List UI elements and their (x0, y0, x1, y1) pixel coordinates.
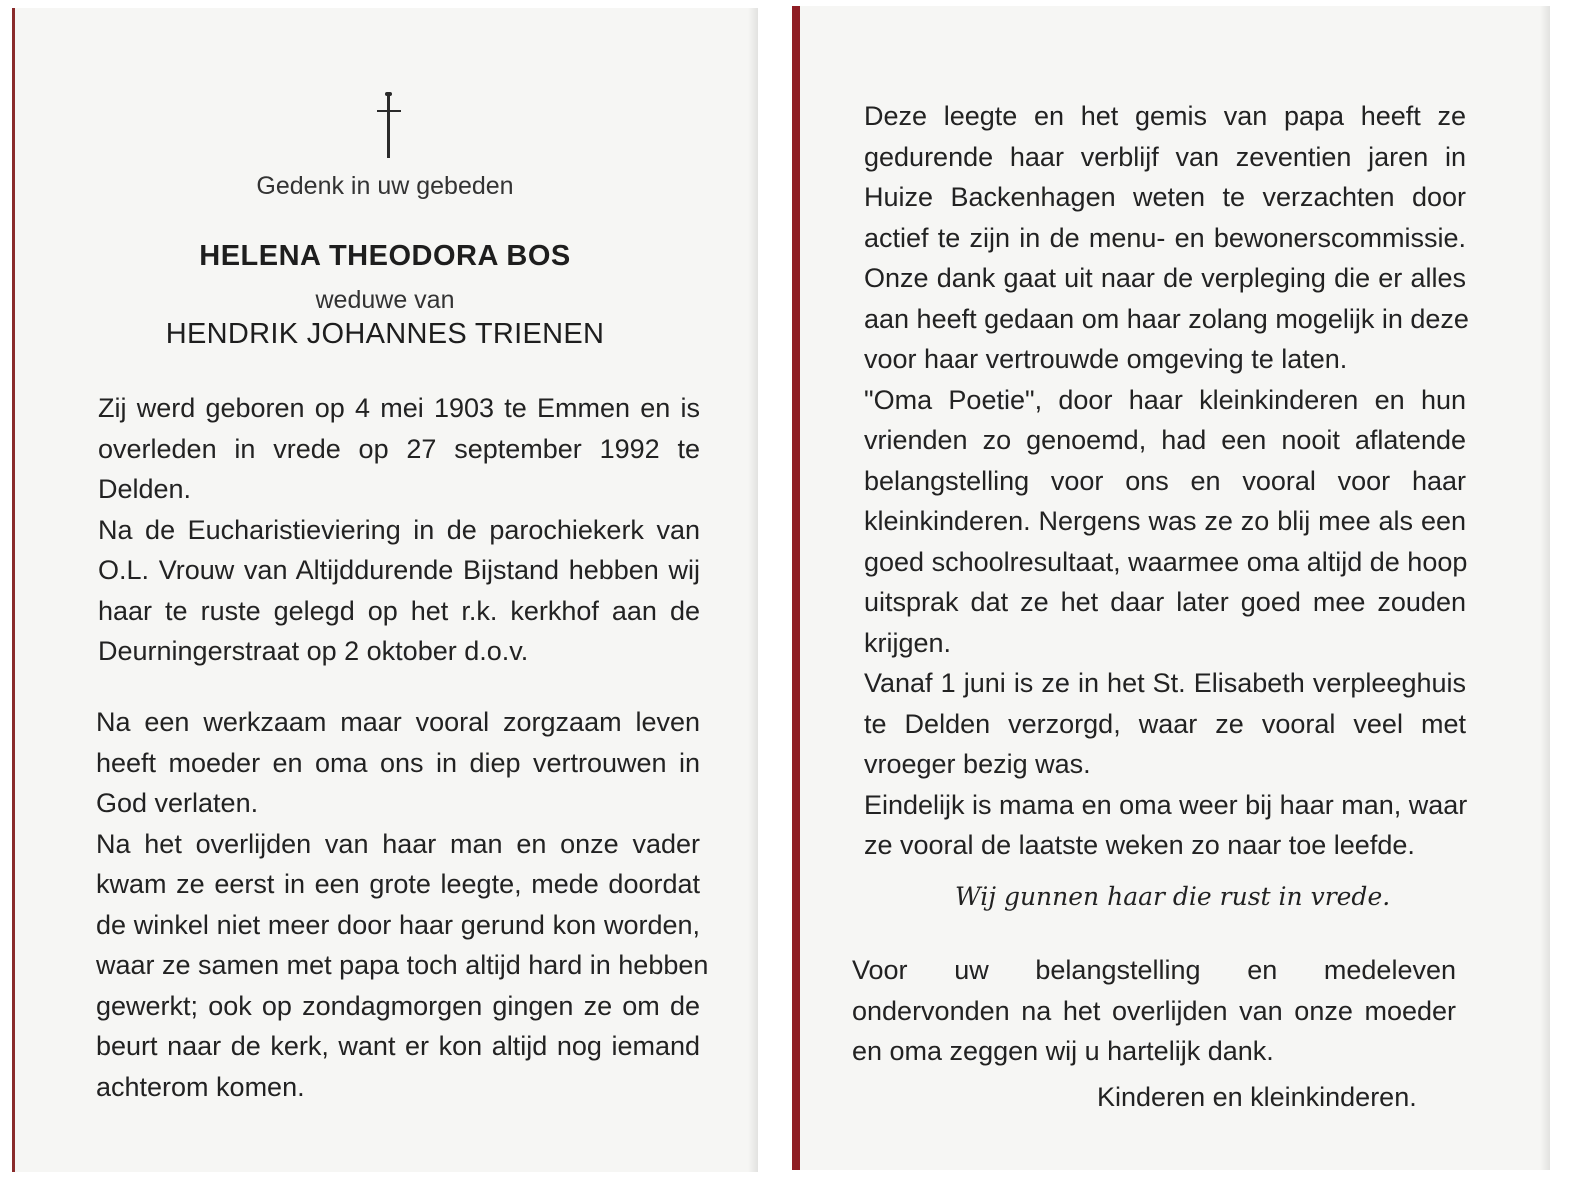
text-line: gewerkt; ook op zondagmorgen gingen ze om de (96, 990, 700, 1021)
text-line: Zij werd geboren op 4 mei 1903 te Emmen en is (98, 393, 700, 423)
text-line: haar te ruste gelegd op het r.k. kerkhof aan de (98, 595, 700, 626)
widow-of-label: weduwe van (315, 286, 455, 314)
text-line: waar ze samen met papa toch altijd hard in hebben (96, 950, 709, 980)
card-edge-shadow (1540, 6, 1550, 1170)
husband-name: HENDRIK JOHANNES TRIENEN (165, 318, 605, 350)
text-line: Deurningerstraat op 2 oktober d.o.v. (98, 636, 529, 666)
text-line: en oma zeggen wij u hartelijk dank. (852, 1036, 1274, 1066)
text-line: krijgen. (864, 627, 952, 658)
text-line: Vanaf 1 juni is ze in het St. Elisabeth verpleeghuis (864, 668, 1466, 698)
text-line: ze vooral de laatste weken zo naar toe leefde. (864, 830, 1415, 860)
prayer-line: Gedenk in uw gebeden (256, 172, 514, 200)
text-line: Huize Backenhagen weten te verzachten door (864, 182, 1466, 212)
text-line: voor haar vertrouwde omgeving te laten. (864, 344, 1348, 374)
text-line: te Delden verzorgd, waar ze vooral veel met (864, 708, 1466, 739)
thanks-paragraph (852, 950, 1456, 1072)
text-line: vroeger bezig was. (864, 749, 1091, 779)
text-line: goed schoolresultaat, waarmee oma altijd de hoop (864, 546, 1468, 577)
text-line: Delden. (98, 474, 192, 504)
text-line: Eindelijk is mama en oma weer bij haar man, waar (864, 789, 1468, 820)
life-story-paragraph (96, 702, 709, 1107)
biography-paragraph (98, 388, 700, 672)
text-line: O.L. Vrouw van Altijddurende Bijstand hebben wij (98, 555, 700, 585)
text-line: Voor uw belangstelling en medeleven (852, 955, 1456, 985)
cross-icon (374, 92, 404, 160)
remembrance-paragraph (864, 96, 1469, 866)
text-line: aan heeft gedaan om haar zolang mogelijk in deze (864, 303, 1469, 334)
text-line: actief te zijn in de menu- en bewonerscommissie. (864, 222, 1466, 253)
text-line: Na een werkzaam maar vooral zorgzaam leven (96, 707, 700, 737)
text-line: beurt naar de kerk, want er kon altijd nog iemand (96, 1031, 700, 1061)
text-line: ondervonden na het overlijden van onze moeder (852, 995, 1456, 1026)
verse-line: Wij gunnen haar die rust in vrede. (955, 882, 1391, 911)
signature-line: Kinderen en kleinkinderen. (1097, 1082, 1417, 1112)
text-line: Deze leegte en het gemis van papa heeft ze (864, 101, 1466, 131)
text-line: uitsprak dat ze het daar later goed mee zouden (864, 587, 1466, 617)
text-line: de winkel niet meer door haar gerund kon worden, (96, 909, 700, 940)
text-line: heeft moeder en oma ons in diep vertrouwen in (96, 747, 700, 778)
text-line: God verlaten. (96, 788, 259, 818)
text-line: achterom komen. (96, 1071, 305, 1102)
text-line: overleden in vrede op 27 september 1992 te (98, 433, 700, 464)
deceased-name: HELENA THEODORA BOS (199, 240, 571, 272)
text-line: vrienden zo genoemd, had een nooit aflatende (864, 425, 1466, 455)
text-line: gedurende haar verblijf van zeventien jaren in (864, 141, 1466, 172)
text-line: kwam ze eerst in een grote leegte, mede doordat (96, 869, 700, 899)
text-line: kleinkinderen. Nergens was ze zo blij mee als een (864, 506, 1466, 536)
text-line: Na het overlijden van haar man en onze vader (96, 828, 700, 859)
text-line: belangstelling voor ons en vooral voor haar (864, 465, 1466, 496)
text-line: Na de Eucharistieviering in de parochiekerk van (98, 514, 700, 545)
text-line: Onze dank gaat uit naar de verpleging die er alles (864, 263, 1466, 293)
text-line: "Oma Poetie", door haar kleinkinderen en hun (864, 384, 1466, 415)
